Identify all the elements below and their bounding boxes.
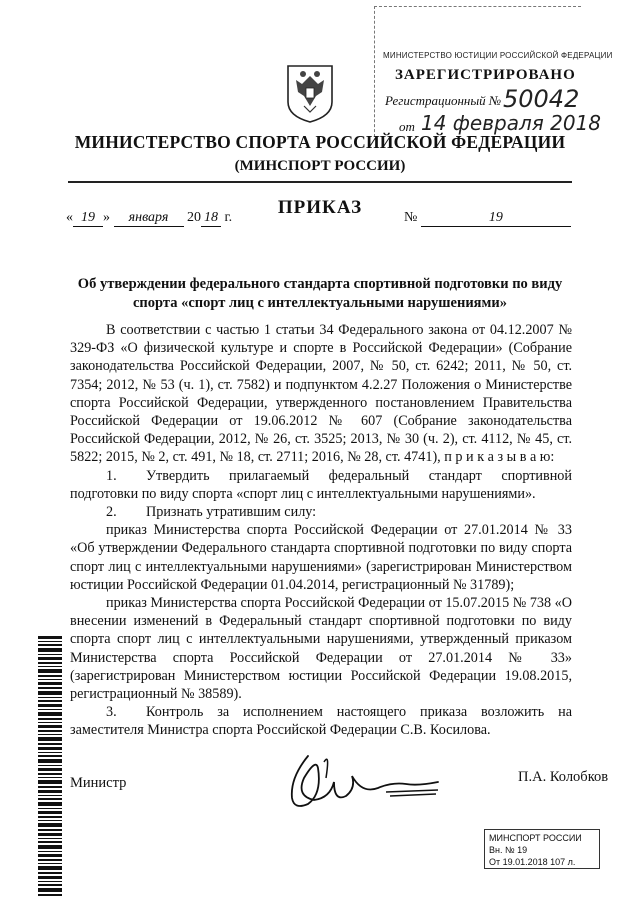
stamp-date-label: от [399,119,415,134]
preamble: В соответствии с частью 1 статьи 34 Федерального закона от 04.12.2007 № 329-ФЗ «О физической культуре и спорте в Российской Федерации» (Собрание законодательства Российской Федерации, 2007, № 50, ст. 6242; 2011, № 50, ст. 7354; 2012, № 53 (ч. 1), ст. 7582) и подпунктом 4.2.27 Положения о Министерстве спорта Российской Федерации, утвержденного постановлением Правительства Российской Федерации от 19.06.2012 № 607 (Собрание законодательства Российской Федерации, 2012, № 26, ст. 3525; 2013, № 30 (ч. 2), ст. 4112, № 45, ст. 5822; 2015, № 2, ст. 491, № 18, ст. 2711; 2016, № 28, ст. 4741), п р и к а з ы в а ю: [70,322,572,466]
order-number: 19 [421,210,571,227]
order-number-label: № [404,210,418,225]
item-1 [70,467,572,503]
order-year-unit: г. [224,210,233,225]
header-rule [68,181,572,183]
order-month: января [114,210,184,227]
order-date: « 19 » января 20 18 г. [66,210,233,225]
signer-title: Министр [70,775,127,791]
repealed-order-1: приказ Министерства спорта Российской Федерации от 27.01.2014 № 33 «Об утверждении Федерального стандарта спортивной подготовки по виду спорта спорт лиц с интеллектуальными нарушениями» (зарегистрирован Министерством юстиции Российской Федерации 01.04.2014, регистрационный № 31789); [70,522,572,593]
coat-of-arms-icon [284,62,336,124]
stamp-reg-number: 50042 [503,85,580,113]
item-2-number: 2. [106,504,117,521]
item-1-number: 1. [106,467,117,484]
signer-name: П.А. Колобков [518,769,609,785]
document-type: ПРИКАЗ [277,197,363,218]
item-1-text: Утвердить прилагаемый федеральный стандарт спортивной подготовки по виду спорта «спорт лиц с интеллектуальными нарушениями». [70,467,572,502]
incoming-org: МИНСПОРТ РОССИИ [489,833,582,843]
stamp-registered: ЗАРЕГИСТРИРОВАНО [395,67,576,83]
barcode-icon [38,636,62,898]
order-title: Об утверждении федерального стандарта спортивной подготовки по виду спорта «спорт лиц с интеллектуальными нарушениями» [77,276,563,311]
order-year-suffix: 18 [201,210,221,227]
item-2 [70,503,572,521]
ministry-short-name: (МИНСПОРТ РОССИИ) [234,158,406,174]
stamp-reg-label: Регистрационный № [385,93,502,108]
incoming-number: Вн. № 19 [489,845,528,855]
item-3-text: Контроль за исполнением настоящего приказа возложить на заместителя Министра спорта Российской Федерации С.В. Косилова. [70,704,572,739]
ministry-name: МИНИСТЕРСТВО СПОРТА РОССИЙСКОЙ ФЕДЕРАЦИИ [74,132,566,152]
incoming-stamp [484,829,600,869]
order-body [70,321,572,740]
order-number-row [404,210,571,227]
order-day: 19 [73,210,103,227]
handwritten-signature-icon [268,748,446,818]
repealed-order-2: приказ Министерства спорта Российской Федерации от 15.07.2015 № 738 «О внесении изменений в Федеральный стандарт спортивной подготовки по виду спорта спорт лиц с интеллектуальными нарушениями, утвержденный приказом Министерства спорта Российской Федерации от 27.01.2014 № 33» (зарегистрирован Министерством юстиции Российской Федерации 19.08.2015, регистрационный № 38589). [70,595,572,703]
item-2-text: Признать утратившим силу: [146,504,317,521]
order-year-prefix: 20 [187,210,201,225]
item-3-number: 3. [106,704,117,721]
incoming-date: От 19.01.2018 107 л. [489,857,576,867]
stamp-authority: МИНИСТЕРСТВО ЮСТИЦИИ РОССИЙСКОЙ ФЕДЕРАЦИИ [383,51,613,60]
stamp-reg-date: 14 февраля 2018 [421,111,602,135]
item-3 [70,703,572,739]
registration-stamp [374,6,613,137]
